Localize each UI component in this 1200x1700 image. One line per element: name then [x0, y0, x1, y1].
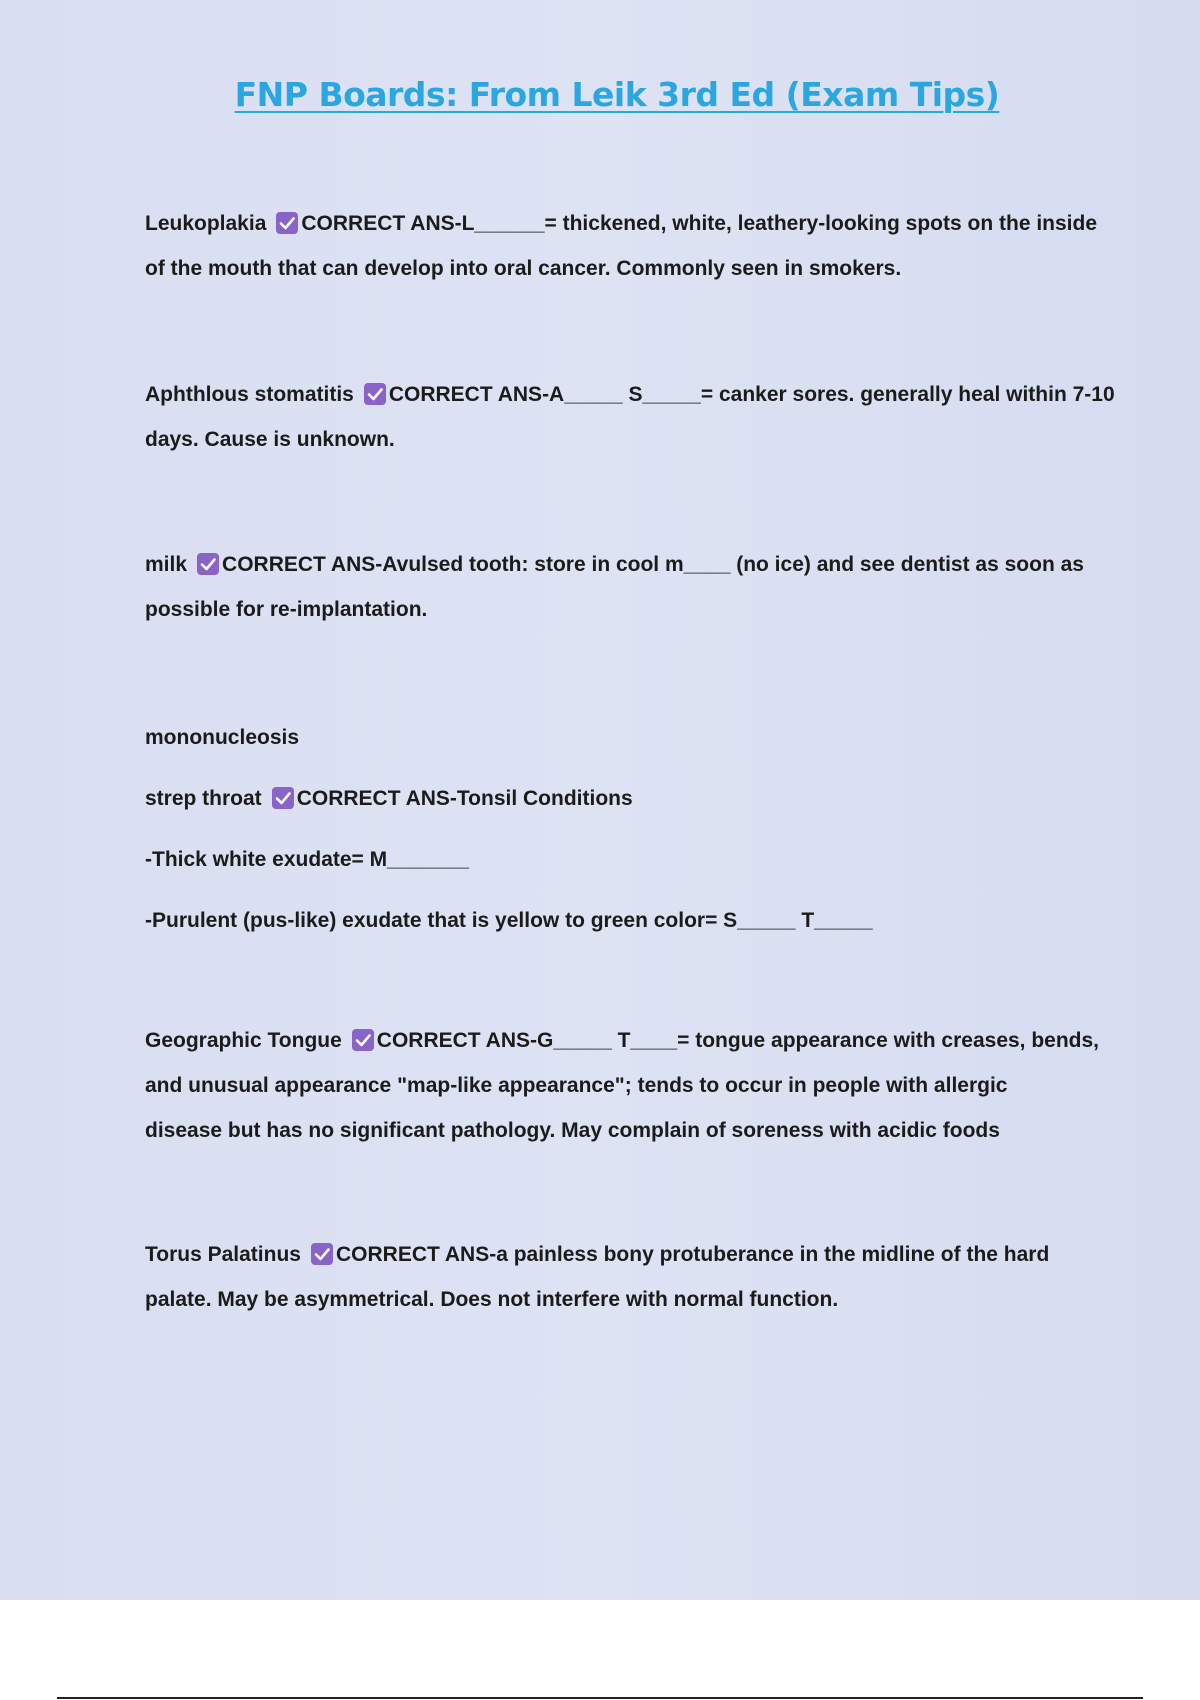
entry-line	[145, 542, 1095, 587]
entry-line	[145, 1232, 1095, 1277]
checkbox-check-icon	[276, 212, 298, 234]
entry-line	[145, 372, 1115, 417]
flashcard-entry	[145, 1018, 1100, 1153]
answer-continuation: -Thick white exudate= M_______	[145, 848, 469, 871]
term-label: milk	[145, 553, 188, 576]
checkbox-check-icon	[352, 1029, 374, 1051]
checkbox-check-icon	[272, 787, 294, 809]
answer-continuation: days. Cause is unknown.	[145, 428, 395, 451]
entry-line	[145, 201, 1098, 246]
answer-continuation: disease but has no significant pathology. May complain of soreness with acidic foods	[145, 1119, 1000, 1142]
flashcard-entry	[145, 1232, 1095, 1322]
term-label: Geographic Tongue	[145, 1029, 342, 1052]
entry-line	[145, 1018, 1100, 1063]
flashcard-entry	[145, 707, 1095, 951]
answer-text: CORRECT ANS-G_____ T____= tongue appearance with creases, bends,	[376, 1029, 1100, 1052]
checkbox-check-icon	[364, 383, 386, 405]
term-label: Torus Palatinus	[145, 1243, 301, 1266]
answer-continuation: possible for re-implantation.	[145, 598, 428, 621]
term-label: Aphthlous stomatitis	[145, 383, 354, 406]
answer-continuation: -Purulent (pus-like) exudate that is yellow to green color= S_____ T_____	[145, 909, 873, 932]
footer-divider	[57, 1697, 1143, 1699]
document-title: FNP Boards: From Leik 3rd Ed (Exam Tips)	[234, 75, 1000, 114]
checkbox-check-icon	[197, 553, 219, 575]
term-label: strep throat	[145, 787, 262, 810]
answer-text: CORRECT ANS-A_____ S_____= canker sores. generally heal within 7-10	[388, 383, 1115, 406]
answer-continuation: and unusual appearance "map-like appearance"; tends to occur in people with allergic	[145, 1074, 1008, 1097]
flashcard-entry	[145, 201, 1098, 291]
answer-continuation: of the mouth that can develop into oral cancer. Commonly seen in smokers.	[145, 257, 902, 280]
answer-text: CORRECT ANS-a painless bony protuberance in the midline of the hard	[335, 1243, 1050, 1266]
entry-line	[145, 768, 1095, 829]
term-label: Leukoplakia	[145, 212, 267, 235]
answer-text: CORRECT ANS-Tonsil Conditions	[296, 787, 633, 810]
answer-continuation: palate. May be asymmetrical. Does not interfere with normal function.	[145, 1288, 839, 1311]
term-label: mononucleosis	[145, 726, 300, 749]
answer-text: CORRECT ANS-Avulsed tooth: store in cool m____ (no ice) and see dentist as soon as	[222, 553, 1084, 576]
answer-text: CORRECT ANS-L______= thickened, white, leathery-looking spots on the inside	[301, 212, 1098, 235]
flashcard-entry	[145, 372, 1115, 462]
flashcard-entry	[145, 542, 1095, 632]
checkbox-check-icon	[311, 1243, 333, 1265]
